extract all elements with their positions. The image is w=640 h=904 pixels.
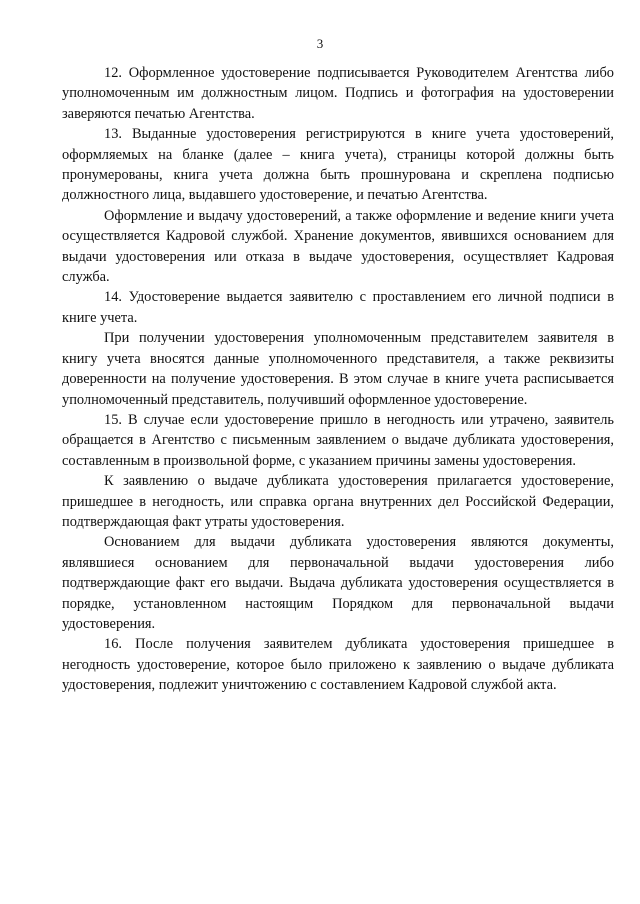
paragraph-13: 13. Выданные удостоверения регистрируются в книге учета удостоверений, оформляемых на бланке (далее – книга учета), страницы которой должны быть пронумерованы, книга учета должна быть прошнурована и скреплена подписью должностного лица, выдавшего удостоверение, и печатью Агентства.	[62, 126, 614, 204]
paragraph-16: 16. После получения заявителем дубликата удостоверения пришедшее в негодность удостоверение, которое было приложено к заявлению о выдаче дубликата удостоверения, подлежит уничтожению с составлением Кадровой службой акта.	[62, 636, 614, 694]
paragraph-15-grounds: Основанием для выдачи дубликата удостоверения являются документы, являвшиеся основанием для первоначальной выдачи удостоверения либо подтверждающие факт его выдачи. Выдача дубликата удостоверения осуществляется в порядке, установленном настоящим Порядком для первоначальной выдачи удостоверения.	[62, 534, 614, 632]
paragraph-15-attachment: К заявлению о выдаче дубликата удостоверения прилагается удостоверение, пришедшее в негодность, или справка органа внутренних дел Российской Федерации, подтверждающая факт утраты удостоверения.	[62, 473, 614, 530]
paragraph-14-continued: При получении удостоверения уполномоченным представителем заявителя в книгу учета вносятся данные уполномоченного представителя, а также реквизиты доверенности на получение удостоверения. В этом случае в книге учета расписывается уполномоченный представитель, получивший оформленное удостоверение.	[62, 330, 614, 408]
paragraph-13-continued: Оформление и выдачу удостоверений, а также оформление и ведение книги учета осуществляется Кадровой службой. Хранение документов, явившихся основанием для выдачи удостоверения или отказа в выдаче удостоверения, осуществляет Кадровая служба.	[62, 207, 614, 286]
page-number: 3	[316, 36, 324, 51]
paragraph-14: 14. Удостоверение выдается заявителю с проставлением его личной подписи в книге учета.	[62, 289, 614, 326]
paragraph-12: 12. Оформленное удостоверение подписывается Руководителем Агентства либо уполномоченным им должностным лицом. Подпись и фотография на удостоверении заверяются печатью Агентства.	[62, 65, 614, 122]
paragraph-15: 15. В случае если удостоверение пришло в негодность или утрачено, заявитель обращается в Агентство с письменным заявлением о выдаче дубликата удостоверения, составленным в произвольной форме, с указанием причины замены удостоверения.	[62, 411, 614, 469]
document-body	[62, 63, 614, 696]
